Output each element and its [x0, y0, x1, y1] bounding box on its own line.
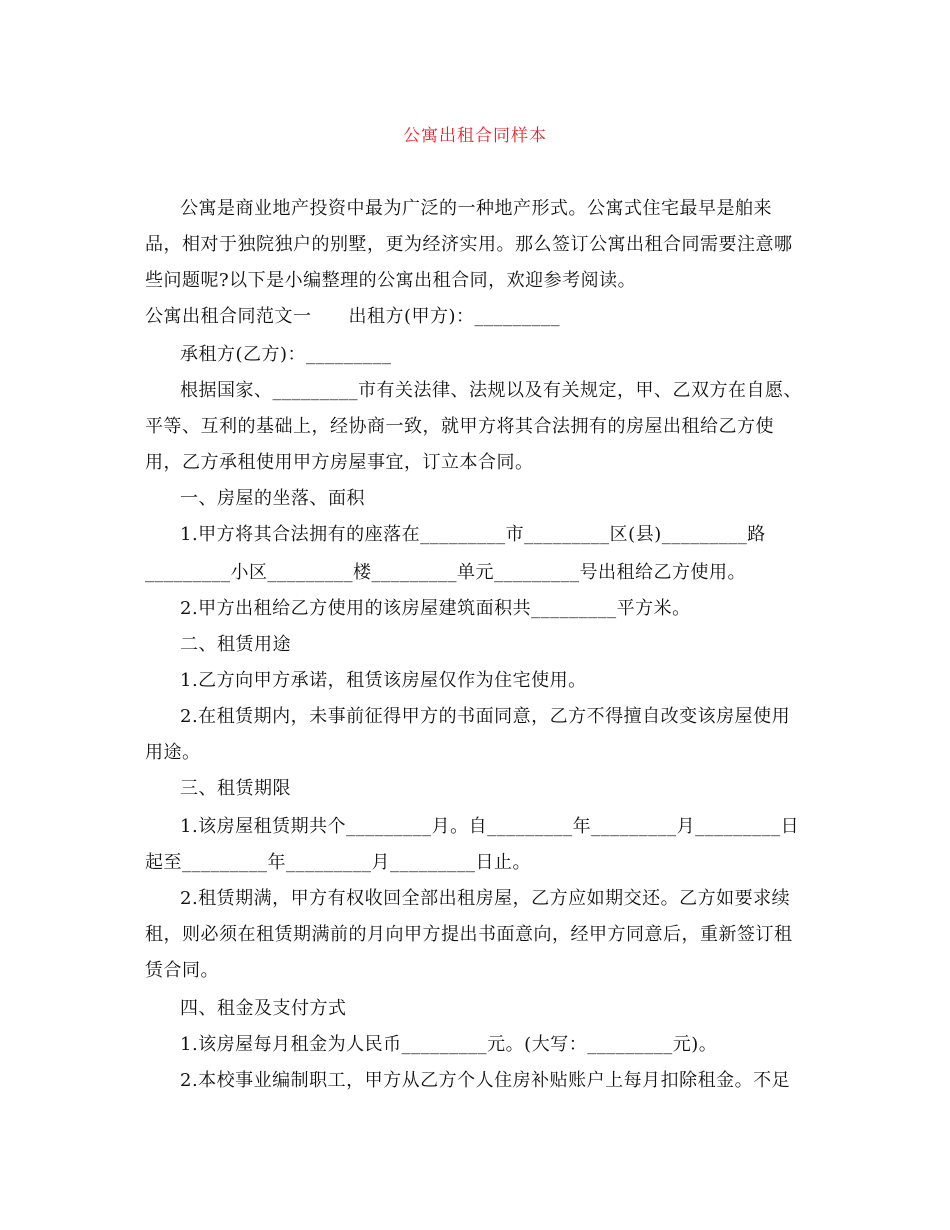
document-title: 公寓出租合同样本: [403, 126, 547, 146]
paragraph-line: 2.租赁期满，甲方有权收回全部出租房屋，乙方应如期交还。乙方如要求续: [180, 888, 791, 909]
paragraph-line: 起至_________年_________月_________日止。: [145, 852, 531, 873]
paragraph-line: 品，相对于独院独户的别墅，更为经济实用。那么签订公寓出租合同需要注意哪: [145, 234, 793, 255]
paragraph-line: 1.该房屋每月租金为人民币_________元。(大写：_________元)。: [180, 1034, 718, 1055]
paragraph-line: 些问题呢?以下是小编整理的公寓出租合同，欢迎参考阅读。: [145, 270, 637, 291]
paragraph-line: 赁合同。: [145, 960, 219, 981]
section-heading: 二、租赁用途: [180, 634, 291, 655]
paragraph-line: _________小区_________楼_________单元_________号出租给乙方使用。: [145, 562, 746, 583]
paragraph-line: 1.甲方将其合法拥有的座落在_________市_________区(县)_________路: [180, 524, 766, 545]
paragraph-line: 租，则必须在租赁期满前的月向甲方提出书面意向，经甲方同意后，重新签订租: [145, 924, 793, 945]
paragraph-line: 用，乙方承租使用甲方房屋事宜，订立本合同。: [145, 452, 534, 473]
paragraph-line: 2.本校事业编制职工，甲方从乙方个人住房补贴账户上每月扣除租金。不足: [180, 1070, 791, 1091]
paragraph-line: 平等、互利的基础上，经协商一致，就甲方将其合法拥有的房屋出租给乙方使: [145, 416, 774, 437]
paragraph-line: 2.甲方出租给乙方使用的该房屋建筑面积共_________平方米。: [180, 598, 691, 619]
paragraph-line: 用途。: [145, 742, 201, 763]
paragraph-line: 2.在租赁期内，未事前征得甲方的书面同意，乙方不得擅自改变该房屋使用: [180, 706, 791, 727]
paragraph-line: 公寓是商业地产投资中最为广泛的一种地产形式。公寓式住宅最早是舶来: [180, 198, 772, 219]
paragraph-line: 公寓出租合同范文一 出租方(甲方)：_________: [145, 306, 561, 327]
paragraph-line: 1.乙方向甲方承诺，租赁该房屋仅作为住宅使用。: [180, 670, 587, 691]
section-heading: 一、房屋的坐落、面积: [180, 488, 365, 509]
paragraph-line: 1.该房屋租赁期共个_________月。自_________年_________月_________日: [180, 816, 800, 837]
paragraph-line: 根据国家、_________市有关法律、法规以及有关规定，甲、乙双方在自愿、: [180, 380, 802, 401]
section-heading: 三、租赁期限: [180, 778, 291, 799]
section-heading: 四、租金及支付方式: [180, 998, 347, 1019]
paragraph-line: 承租方(乙方)：_________: [180, 344, 392, 365]
